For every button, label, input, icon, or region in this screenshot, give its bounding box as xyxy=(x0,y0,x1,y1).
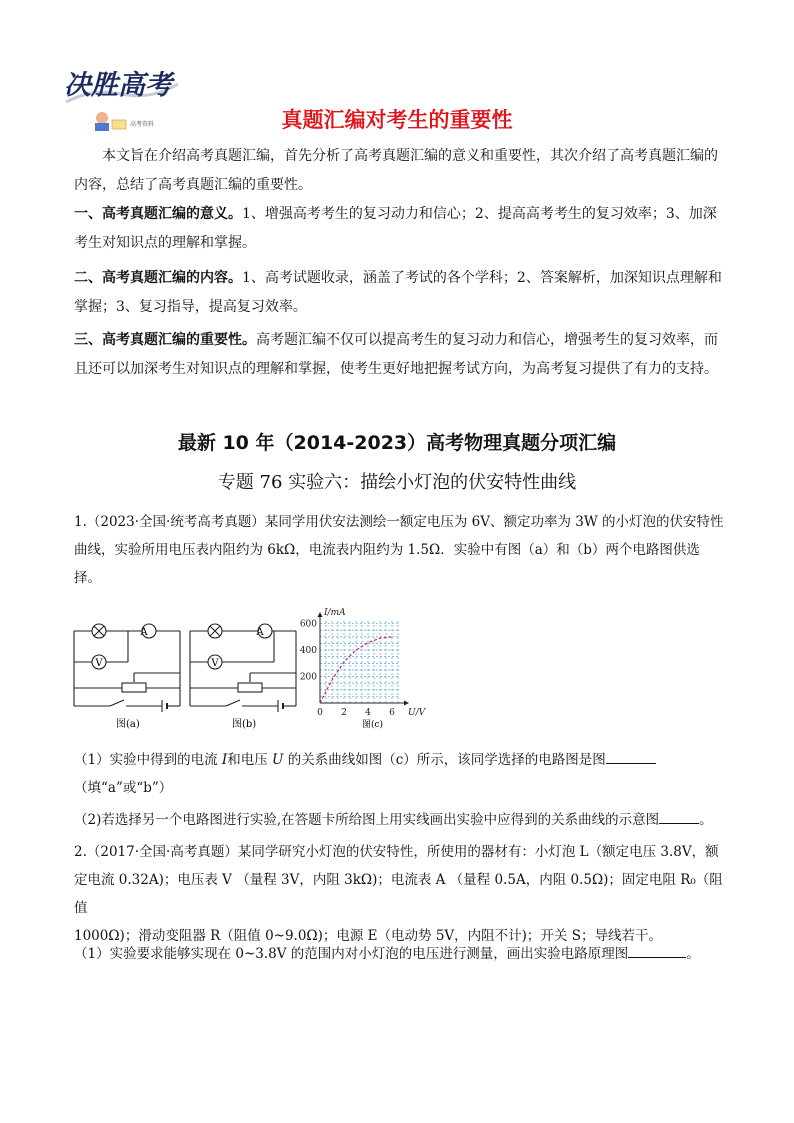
voltmeter-b-label: V xyxy=(211,658,219,669)
q1-part2-end: 。 xyxy=(699,812,713,828)
point-content-body: 1、高考试题收录，涵盖了考试的各个学科；2、答案解析，加深知识点理解和掌握；3、复习指导，提高复习效率。 xyxy=(74,270,722,315)
question-1-stem: 1.（2023·全国·统考高考真题）某同学用伏安法测绘一额定电压为 6V、额定功率为 3W 的小灯泡的伏安特性曲线，实验所用电压表内阻约为 6kΩ，电流表内阻约为 1.5Ω．实验中有图（a）和（b）两个电路图供选择。 xyxy=(74,514,724,586)
caption-a: 图(a) xyxy=(116,719,140,730)
q1-part1-b: 和电压 xyxy=(227,752,273,768)
section-subtitle: 专题 76 实验六：描绘小灯泡的伏安特性曲线 xyxy=(217,472,577,493)
q2-line-1: 2.（2017·全国·高考真题）某同学研究小灯泡的伏安特性，所使用的器材有：小灯泡 L（额定电压 3.8V，额 xyxy=(74,844,719,860)
circuit-b xyxy=(190,624,296,712)
y-tick-label: 200 xyxy=(299,672,317,683)
ammeter-a-label: A xyxy=(140,627,148,638)
q1-part1-d: （填“a”或“b”） xyxy=(74,780,173,796)
point-importance-head: 三、高考真题汇编的重要性。 xyxy=(74,332,256,348)
point-content xyxy=(74,264,722,322)
q2-part1-end: 。 xyxy=(686,946,700,962)
point-meaning-body: 1、增强高考考生的复习动力和信心；2、提高高考考生的复习效率；3、加深考生对知识点的理解和掌握。 xyxy=(74,206,717,251)
y-axis-arrow xyxy=(318,612,323,617)
point-importance-body: 高考题汇编不仅可以提高考生的复习动力和信心，增强考生的复习效率，而且还可以加深考生对知识点的理解和掌握，使考生更好地把握考试方向，为高考复习提供了有力的支持。 xyxy=(74,332,718,377)
y-axis-label: I/mA xyxy=(324,608,346,618)
q1-part1-c: 的关系曲线如图（c）所示，该同学选择的电路图是图 xyxy=(283,752,606,768)
caption-b: 图(b) xyxy=(232,719,257,730)
x-tick-label: 2 xyxy=(341,708,347,718)
q1-part2-text: （2)若选择另一个电路图进行实验,在答题卡所给图上用实线画出实验中应得到的关系曲线的示意图 xyxy=(74,812,660,828)
answer-blank-2[interactable] xyxy=(659,808,699,824)
q1-var-i: I xyxy=(221,752,228,768)
point-meaning xyxy=(74,200,722,258)
logo-text: 决胜高考 xyxy=(64,70,172,101)
question-2-stem xyxy=(74,838,724,950)
x-tick-label: 4 xyxy=(365,708,371,718)
question-2-part-1 xyxy=(74,940,724,968)
q2-line-3: 1000Ω)；滑动变阻器 R（阻值 0~9.0Ω)；电源 E（电动势 5V，内阻不计)；开关 S；导线若干。 xyxy=(74,928,662,944)
chart-c xyxy=(300,608,427,718)
q2-line-2: 定电流 0.32A)；电压表 V （量程 3V，内阻 3kΩ)；电流表 A （量程 0.5A，内阻 0.5Ω)；固定电阻 R₀（阻值 xyxy=(74,872,723,916)
question-1-part-1 xyxy=(74,746,724,802)
answer-blank-1[interactable] xyxy=(606,748,656,764)
caption-c: 图(c) xyxy=(362,720,384,730)
point-importance xyxy=(74,326,722,384)
y-tick-label: 400 xyxy=(299,646,317,657)
x-tick-label: 6 xyxy=(389,708,395,718)
question-1-figure xyxy=(70,603,440,733)
page-title: 真题汇编对考生的重要性 xyxy=(281,108,513,132)
point-meaning-head: 一、高考真题汇编的意义。 xyxy=(74,206,242,222)
section-title: 最新 10 年（2014-2023）高考物理真题分项汇编 xyxy=(177,432,617,454)
q2-part1-text: （1）实验要求能够实现在 0~3.8V 的范围内对小灯泡的电压进行测量，画出实验电路原理图 xyxy=(74,946,629,962)
ammeter-b-label: A xyxy=(256,627,264,638)
x-axis-label: U/V xyxy=(408,708,426,718)
q1-part1-a: （1）实验中得到的电流 xyxy=(74,752,222,768)
x-axis-arrow xyxy=(404,701,409,706)
question-1-part-2 xyxy=(74,806,724,834)
intro-paragraph: 本文旨在介绍高考真题汇编，首先分析了高考真题汇编的意义和重要性，其次介绍了高考真题汇编的内容，总结了高考真题汇编的重要性。 xyxy=(74,148,718,193)
point-content-head: 二、高考真题汇编的内容。 xyxy=(74,270,242,286)
x-tick-label: 0 xyxy=(317,708,323,718)
voltmeter-a-label: V xyxy=(95,658,103,669)
q1-var-u: U xyxy=(272,752,284,768)
circuit-a xyxy=(74,624,180,712)
y-tick-label: 600 xyxy=(299,619,317,630)
answer-blank-3[interactable] xyxy=(628,942,686,958)
logo-subtext: 高考资料 xyxy=(130,121,155,128)
